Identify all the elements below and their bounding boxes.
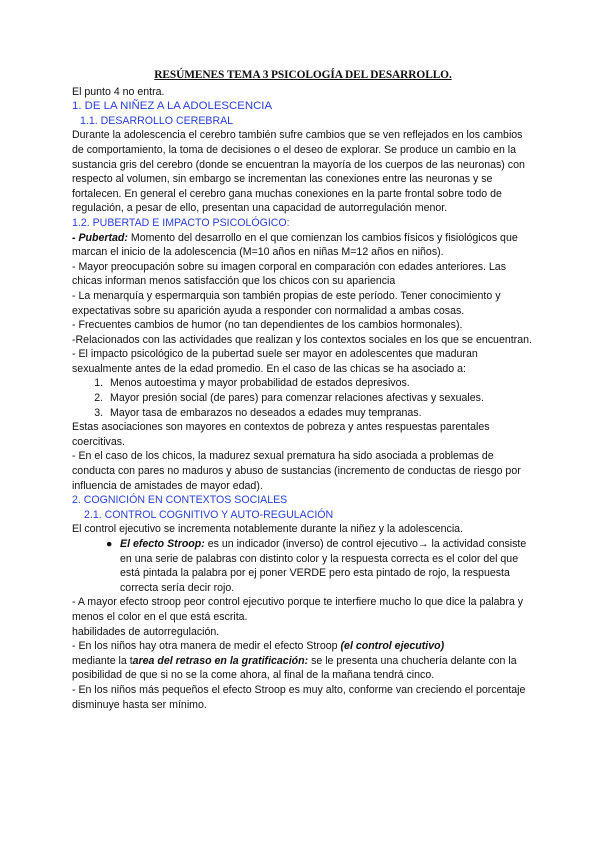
stroop-p4-text-c: se le presenta una chuchería delante con la posibilidad de que si no se la come ahora, al final de la mañana tendrá cinco.	[72, 654, 517, 682]
stroop-term: El efecto Stroop:	[120, 538, 205, 550]
stroop-paragraph-1: - A mayor efecto stroop peor control ejecutivo porque te interfiere mucho lo que dice la palabra y menos el color en el que está escrita.	[72, 596, 524, 623]
point-imagen: - Mayor preocupación sobre su imagen corporal en comparación con edades anteriores. Las chicas informan menos satisfacción que los chicos con su apariencia	[72, 260, 506, 288]
control-intro: El control ejecutivo se incrementa notablemente durante la niñez y la adolescencia.	[72, 523, 464, 536]
list-item: 3. Mayor tasa de embarazos no deseados a edades muy tempranas.	[106, 406, 534, 421]
point-impacto: - El impacto psicológico de la pubertad suele ser mayor en adolescentes que maduran sexualmente antes de la edad promedio. En el caso de las chicas se ha asociado a:	[72, 348, 478, 375]
stroop-list	[72, 537, 534, 595]
stroop-p3-text: - En los niños hay otra manera de medir el efecto Stroop	[72, 640, 341, 653]
pubertad-definition: Momento del desarrollo en el que comienzan los cambios físicos y fisiológicos que marcan el inicio de la adolescencia (M=10 años en niñas M=12 años en niños).	[72, 231, 518, 259]
bullet-icon: ●	[106, 538, 113, 550]
pubertad-term: - Pubertad:	[72, 231, 128, 244]
stroop-p3-emphasis: (el control ejecutivo)	[340, 640, 445, 653]
list-item: 2. Mayor presión social (de pares) para comenzar relaciones afectivas y sexuales.	[106, 391, 534, 406]
note: El punto 4 no entra.	[72, 85, 165, 98]
stroop-definition: es un indicador (inverso) de control ejecutivo→ la actividad consiste en una serie de palabras con distinto color y la respuesta correcta es el color del que está pintada la palabra por ej poner VERDE pero esta pintado de rojo, la respuesta correcta sería decir rojo.	[120, 538, 527, 594]
section-2-heading: 2. COGNICIÓN EN CONTEXTOS SOCIALES	[72, 494, 288, 507]
section-1-1-heading: 1.1. DESARROLLO CEREBRAL	[80, 114, 234, 127]
asociaciones-paragraph: Estas asociaciones son mayores en contextos de pobreza y antes respuestas parentales coercitivas.	[72, 421, 490, 448]
point-humor: - Frecuentes cambios de humor (no tan dependientes de los cambios hormonales).	[72, 319, 463, 332]
chicas-list	[72, 376, 534, 420]
pubertad-paragraph	[72, 231, 534, 260]
stroop-paragraph-5: - En los niños más pequeños el efecto Stroop es muy alto, conforme van creciendo el porcentaje disminuye hasta ser mínimo.	[72, 683, 526, 711]
section-2-1-heading: 2.1. CONTROL COGNITIVO Y AUTO-REGULACIÓN	[84, 508, 334, 521]
point-menarquia: - La menarquía y espermarquia son también propias de este período. Tener conocimiento y expectativas sobre su aparición ayuda a responder con normalidad a ambas cosas.	[72, 289, 501, 317]
list-item	[106, 537, 534, 595]
point-actividades: -Relacionados con las actividades que realizan y los contextos sociales en los que se encuentran.	[72, 333, 532, 346]
stroop-p4-emphasis: area del retraso en la gratificación:	[132, 654, 309, 667]
section-1-2-heading: 1.2. PUBERTAD E IMPACTO PSICOLÓGICO:	[72, 216, 290, 229]
section-1-heading: 1. DE LA NIÑEZ A LA ADOLESCENCIA	[72, 100, 273, 113]
document-title: RESÚMENES TEMA 3 PSICOLOGÍA DEL DESARROLLO.	[154, 69, 452, 81]
stroop-paragraph-2: habilidades de autorregulación.	[72, 625, 220, 638]
list-item: 1. Menos autoestima y mayor probabilidad de estados depresivos.	[106, 376, 534, 391]
stroop-paragraph-3	[72, 639, 534, 654]
stroop-p4-text-a: mediante la t	[72, 654, 133, 667]
section-1-1-text: Durante la adolescencia el cerebro también sufre cambios que se ven reflejados en los cambios de comportamiento, la toma de decisiones o el deseo de explorar. Se produce un cambio en la sustancia gris del cerebro (donde se encuentran la mayoría de los cuerpos de las neuronas) con respecto al volumen, sin embargo se incrementan las conexiones entre las neuronas y se fortalecen. En general el cerebro gana muchas conexiones en la parte frontal sobre todo de regulación, a pesar de ello, presentan una capacidad de autorregulación menor.	[72, 129, 525, 215]
stroop-paragraph-4	[72, 654, 534, 683]
chicos-paragraph: - En el caso de los chicos, la madurez sexual prematura ha sido asociada a problemas de conducta con pares no maduros y abuso de sustancias (incremento de conductas de riesgo por influencia de amistades de mayor edad).	[72, 450, 521, 492]
